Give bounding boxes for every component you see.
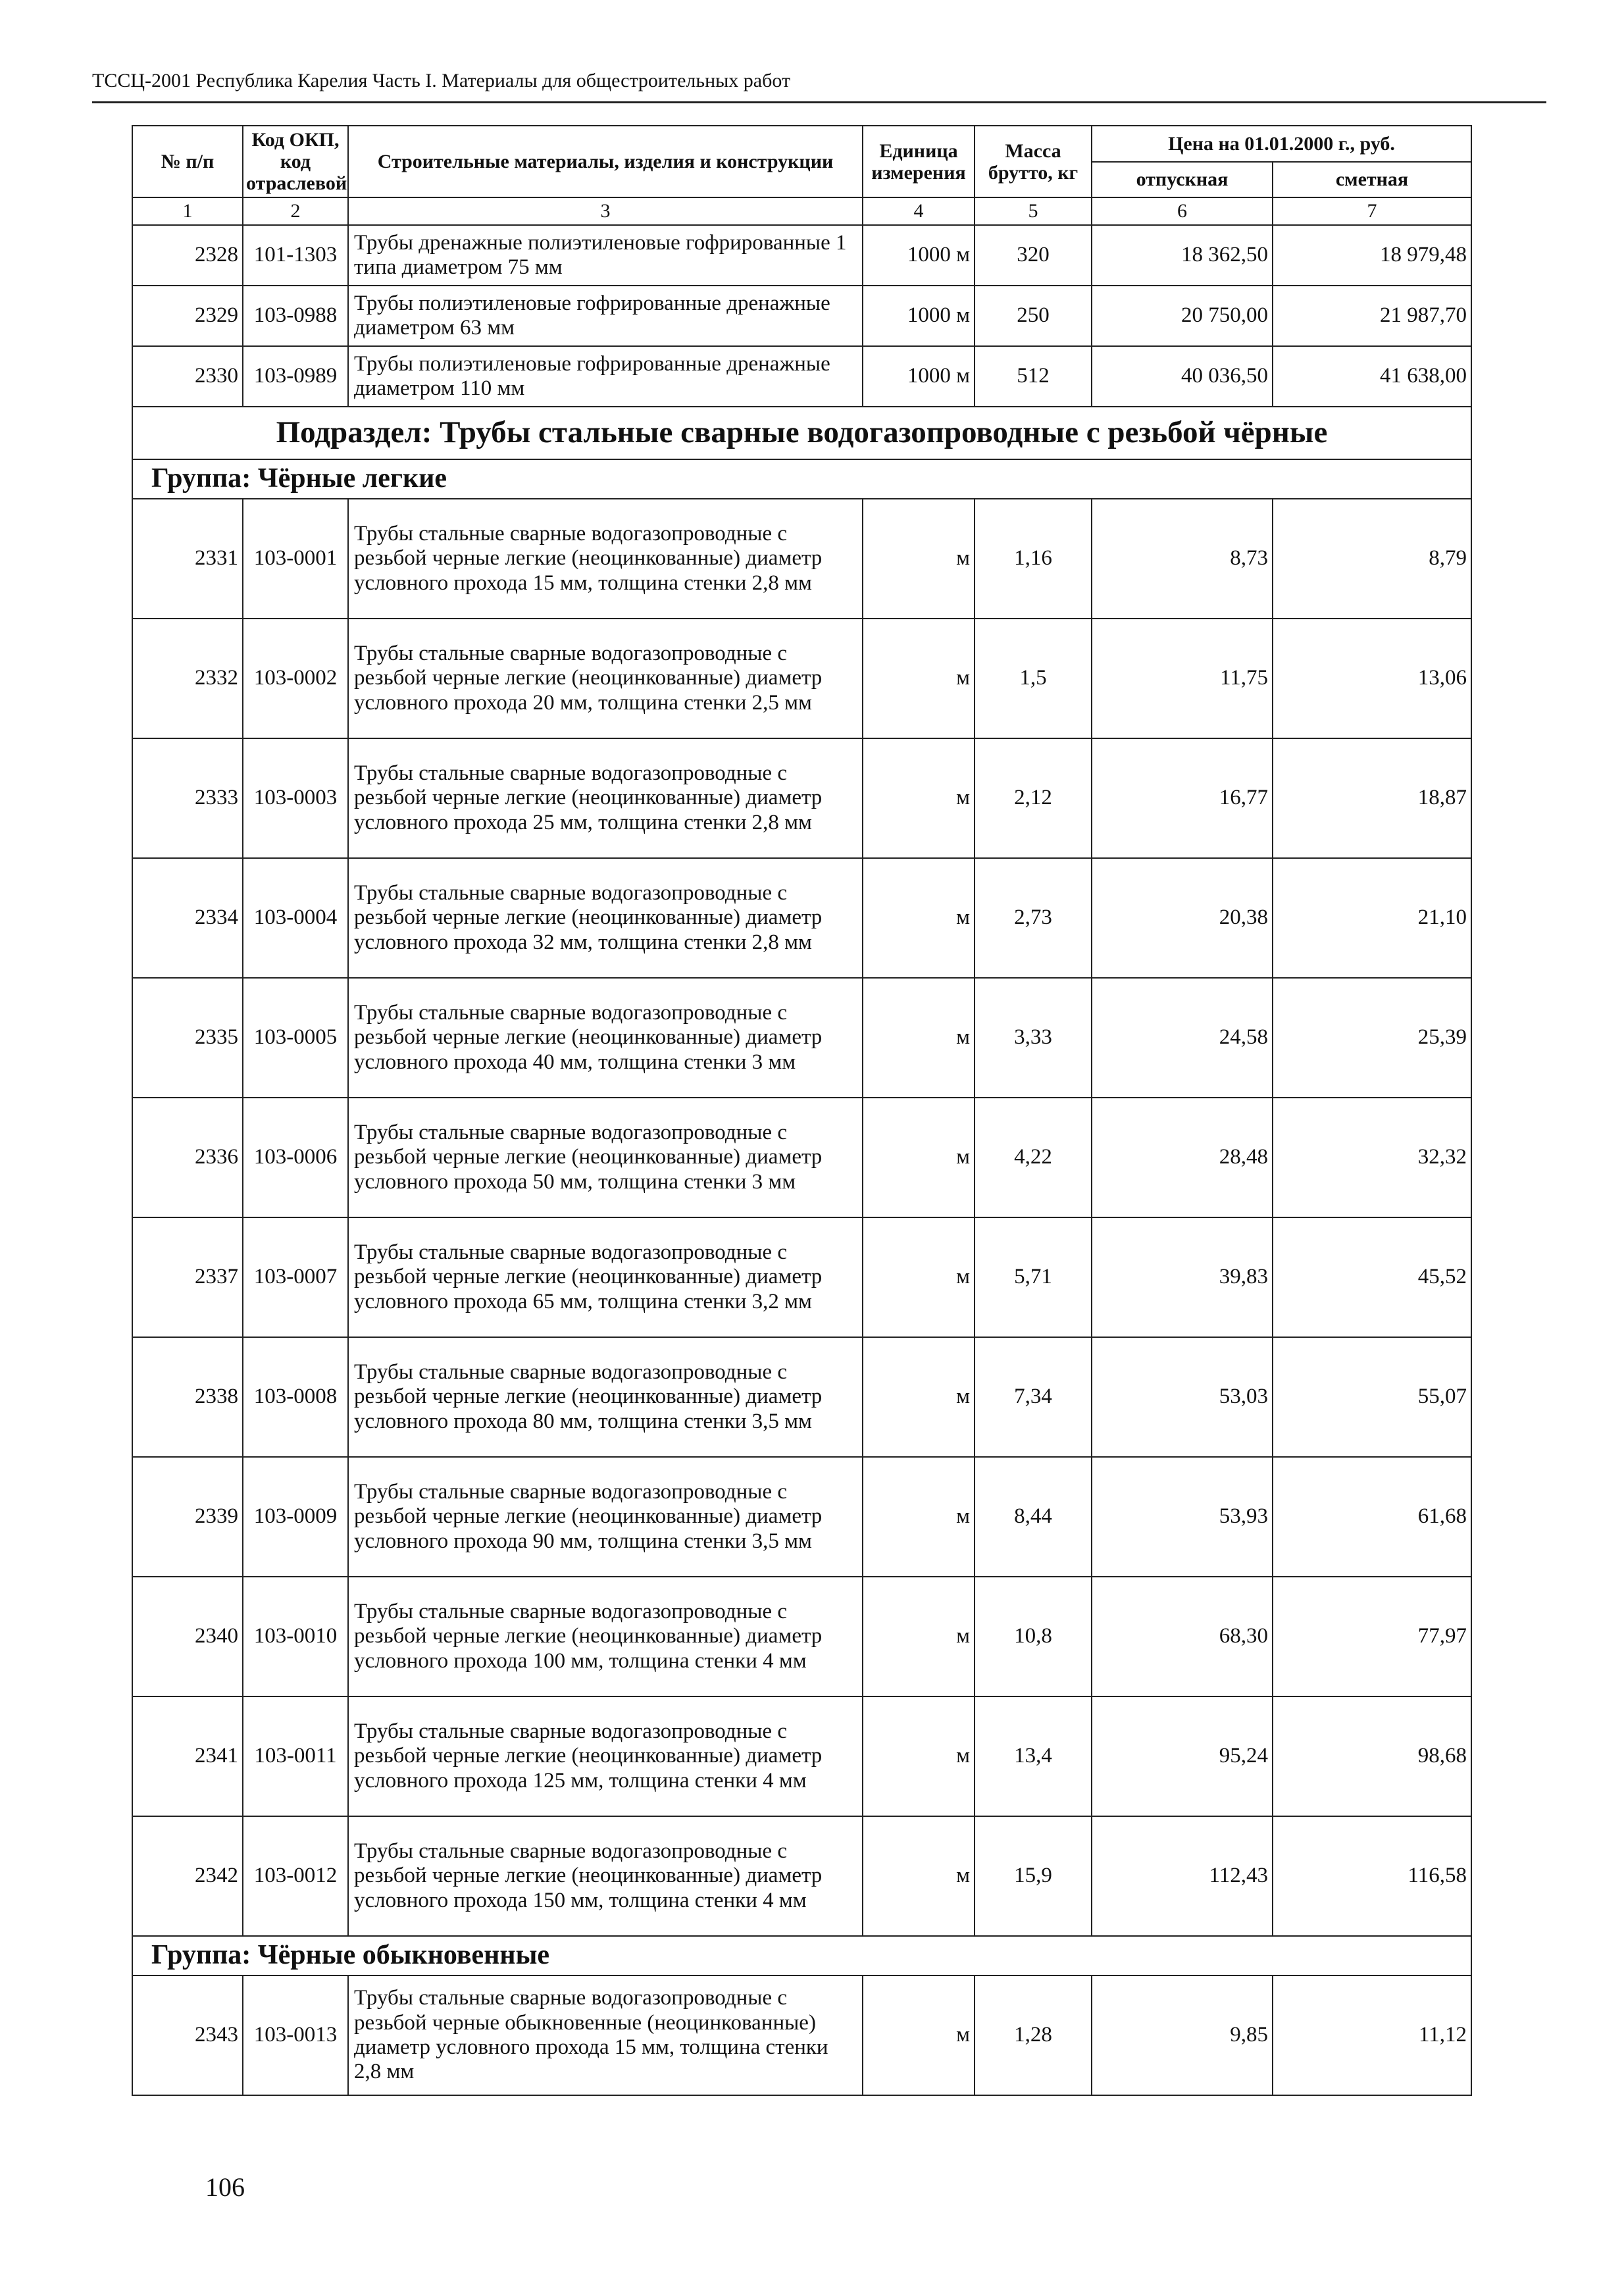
cell-price-release: 68,30 bbox=[1092, 1577, 1273, 1696]
table-row bbox=[132, 1816, 1471, 1936]
column-number: 1 bbox=[132, 197, 243, 225]
cell-no: 2328 bbox=[132, 225, 243, 286]
cell-price-estimate: 8,79 bbox=[1273, 499, 1471, 619]
cell-code: 103-0002 bbox=[243, 619, 348, 738]
cell-mass: 2,73 bbox=[975, 858, 1092, 978]
column-number: 3 bbox=[348, 197, 863, 225]
cell-price-release: 40 036,50 bbox=[1092, 346, 1273, 407]
cell-mass: 320 bbox=[975, 225, 1092, 286]
header-code: Код ОКП, код отраслевой bbox=[243, 126, 348, 197]
cell-price-release: 28,48 bbox=[1092, 1098, 1273, 1217]
table-row bbox=[132, 738, 1471, 858]
cell-price-release: 53,03 bbox=[1092, 1337, 1273, 1457]
cell-no: 2333 bbox=[132, 738, 243, 858]
cell-name: Трубы стальные сварные водогазопроводные с резьбой черные легкие (неоцинкованные) диаметр условного прохода 32 мм, толщина стенки 2,8 мм bbox=[348, 858, 863, 978]
cell-price-estimate: 41 638,00 bbox=[1273, 346, 1471, 407]
running-header: ТССЦ-2001 Республика Карелия Часть I. Материалы для общестроительных работ bbox=[92, 70, 791, 91]
cell-no: 2338 bbox=[132, 1337, 243, 1457]
cell-mass: 1,5 bbox=[975, 619, 1092, 738]
cell-name: Трубы дренажные полиэтиленовые гофрированные 1 типа диаметром 75 мм bbox=[348, 225, 863, 286]
header-no: № п/п bbox=[132, 126, 243, 197]
cell-name: Трубы стальные сварные водогазопроводные с резьбой черные легкие (неоцинкованные) диаметр условного прохода 125 мм, толщина стенки 4 мм bbox=[348, 1696, 863, 1816]
cell-price-release: 112,43 bbox=[1092, 1816, 1273, 1936]
cell-name: Трубы полиэтиленовые гофрированные дренажные диаметром 110 мм bbox=[348, 346, 863, 407]
table-row bbox=[132, 1217, 1471, 1337]
cell-no: 2337 bbox=[132, 1217, 243, 1337]
cell-name: Трубы стальные сварные водогазопроводные с резьбой черные легкие (неоцинкованные) диаметр условного прохода 20 мм, толщина стенки 2,5 мм bbox=[348, 619, 863, 738]
header-price-group: Цена на 01.01.2000 г., руб. bbox=[1092, 126, 1471, 162]
cell-unit: 1000 м bbox=[863, 346, 975, 407]
cell-code: 103-0004 bbox=[243, 858, 348, 978]
cell-unit: м bbox=[863, 1577, 975, 1696]
cell-price-estimate: 61,68 bbox=[1273, 1457, 1471, 1577]
cell-code: 103-0008 bbox=[243, 1337, 348, 1457]
cell-unit: м bbox=[863, 1457, 975, 1577]
cell-code: 103-0005 bbox=[243, 978, 348, 1098]
cell-no: 2335 bbox=[132, 978, 243, 1098]
table-row bbox=[132, 619, 1471, 738]
cell-mass: 10,8 bbox=[975, 1577, 1092, 1696]
cell-no: 2339 bbox=[132, 1457, 243, 1577]
group-heading-row bbox=[132, 459, 1471, 499]
column-number: 2 bbox=[243, 197, 348, 225]
cell-code: 103-0012 bbox=[243, 1816, 348, 1936]
group-heading: Группа: Чёрные легкие bbox=[132, 459, 1471, 499]
cell-no: 2332 bbox=[132, 619, 243, 738]
header-name: Строительные материалы, изделия и конструкции bbox=[348, 126, 863, 197]
cell-price-release: 18 362,50 bbox=[1092, 225, 1273, 286]
cell-unit: м bbox=[863, 978, 975, 1098]
cell-price-estimate: 21 987,70 bbox=[1273, 286, 1471, 346]
cell-no: 2334 bbox=[132, 858, 243, 978]
cell-mass: 4,22 bbox=[975, 1098, 1092, 1217]
cell-mass: 13,4 bbox=[975, 1696, 1092, 1816]
cell-name: Трубы стальные сварные водогазопроводные с резьбой черные легкие (неоцинкованные) диаметр условного прохода 150 мм, толщина стенки 4 мм bbox=[348, 1816, 863, 1936]
cell-no: 2340 bbox=[132, 1577, 243, 1696]
cell-price-estimate: 18 979,48 bbox=[1273, 225, 1471, 286]
column-number: 4 bbox=[863, 197, 975, 225]
cell-name: Трубы полиэтиленовые гофрированные дренажные диаметром 63 мм bbox=[348, 286, 863, 346]
table-row bbox=[132, 1975, 1471, 2095]
cell-no: 2330 bbox=[132, 346, 243, 407]
cell-no: 2331 bbox=[132, 499, 243, 619]
cell-price-release: 53,93 bbox=[1092, 1457, 1273, 1577]
subsection-heading-row bbox=[132, 407, 1471, 459]
cell-no: 2341 bbox=[132, 1696, 243, 1816]
cell-price-release: 24,58 bbox=[1092, 978, 1273, 1098]
cell-price-release: 20 750,00 bbox=[1092, 286, 1273, 346]
cell-mass: 7,34 bbox=[975, 1337, 1092, 1457]
cell-name: Трубы стальные сварные водогазопроводные с резьбой черные легкие (неоцинкованные) диаметр условного прохода 80 мм, толщина стенки 3,5 мм bbox=[348, 1337, 863, 1457]
cell-unit: м bbox=[863, 1975, 975, 2095]
table-row bbox=[132, 978, 1471, 1098]
cell-price-estimate: 21,10 bbox=[1273, 858, 1471, 978]
cell-code: 103-0989 bbox=[243, 346, 348, 407]
cell-unit: м bbox=[863, 499, 975, 619]
cell-mass: 2,12 bbox=[975, 738, 1092, 858]
cell-code: 101-1303 bbox=[243, 225, 348, 286]
cell-price-estimate: 116,58 bbox=[1273, 1816, 1471, 1936]
cell-price-release: 11,75 bbox=[1092, 619, 1273, 738]
cell-mass: 3,33 bbox=[975, 978, 1092, 1098]
column-number-row bbox=[132, 197, 1471, 225]
subsection-heading: Подраздел: Трубы стальные сварные водогазопроводные с резьбой чёрные bbox=[132, 407, 1471, 459]
column-number: 6 bbox=[1092, 197, 1273, 225]
table-row bbox=[132, 1098, 1471, 1217]
cell-name: Трубы стальные сварные водогазопроводные с резьбой черные легкие (неоцинкованные) диаметр условного прохода 50 мм, толщина стенки 3 мм bbox=[348, 1098, 863, 1217]
cell-unit: м bbox=[863, 1098, 975, 1217]
price-table bbox=[132, 125, 1472, 2096]
cell-price-estimate: 13,06 bbox=[1273, 619, 1471, 738]
cell-price-release: 95,24 bbox=[1092, 1696, 1273, 1816]
cell-price-estimate: 77,97 bbox=[1273, 1577, 1471, 1696]
table-row bbox=[132, 286, 1471, 346]
cell-code: 103-0988 bbox=[243, 286, 348, 346]
cell-name: Трубы стальные сварные водогазопроводные с резьбой черные легкие (неоцинкованные) диаметр условного прохода 25 мм, толщина стенки 2,8 мм bbox=[348, 738, 863, 858]
cell-mass: 5,71 bbox=[975, 1217, 1092, 1337]
table-row bbox=[132, 346, 1471, 407]
cell-code: 103-0001 bbox=[243, 499, 348, 619]
cell-code: 103-0011 bbox=[243, 1696, 348, 1816]
cell-name: Трубы стальные сварные водогазопроводные с резьбой черные легкие (неоцинкованные) диаметр условного прохода 40 мм, толщина стенки 3 мм bbox=[348, 978, 863, 1098]
cell-mass: 1,16 bbox=[975, 499, 1092, 619]
cell-price-estimate: 45,52 bbox=[1273, 1217, 1471, 1337]
cell-price-release: 39,83 bbox=[1092, 1217, 1273, 1337]
table-row bbox=[132, 1337, 1471, 1457]
table-row bbox=[132, 858, 1471, 978]
cell-mass: 15,9 bbox=[975, 1816, 1092, 1936]
table-row bbox=[132, 1457, 1471, 1577]
cell-price-estimate: 11,12 bbox=[1273, 1975, 1471, 2095]
group-heading: Группа: Чёрные обыкновенные bbox=[132, 1936, 1471, 1975]
cell-price-release: 16,77 bbox=[1092, 738, 1273, 858]
cell-unit: м bbox=[863, 858, 975, 978]
cell-unit: 1000 м bbox=[863, 286, 975, 346]
cell-no: 2343 bbox=[132, 1975, 243, 2095]
cell-name: Трубы стальные сварные водогазопроводные с резьбой черные легкие (неоцинкованные) диаметр условного прохода 90 мм, толщина стенки 3,5 мм bbox=[348, 1457, 863, 1577]
table-row bbox=[132, 1577, 1471, 1696]
cell-no: 2342 bbox=[132, 1816, 243, 1936]
cell-price-release: 20,38 bbox=[1092, 858, 1273, 978]
table-row bbox=[132, 225, 1471, 286]
cell-no: 2336 bbox=[132, 1098, 243, 1217]
header-mass: Масса брутто, кг bbox=[975, 126, 1092, 197]
cell-name: Трубы стальные сварные водогазопроводные с резьбой черные обыкновенные (неоцинкованные) диаметр условного прохода 15 мм, толщина стенки 2,8 мм bbox=[348, 1975, 863, 2095]
cell-mass: 250 bbox=[975, 286, 1092, 346]
cell-unit: м bbox=[863, 1217, 975, 1337]
page-number: 106 bbox=[205, 2172, 245, 2202]
cell-price-estimate: 18,87 bbox=[1273, 738, 1471, 858]
table-row bbox=[132, 499, 1471, 619]
header-price-estimate: сметная bbox=[1273, 162, 1471, 198]
cell-mass: 512 bbox=[975, 346, 1092, 407]
cell-unit: 1000 м bbox=[863, 225, 975, 286]
cell-name: Трубы стальные сварные водогазопроводные с резьбой черные легкие (неоцинкованные) диаметр условного прохода 100 мм, толщина стенки 4 мм bbox=[348, 1577, 863, 1696]
cell-price-estimate: 25,39 bbox=[1273, 978, 1471, 1098]
cell-price-estimate: 32,32 bbox=[1273, 1098, 1471, 1217]
cell-price-release: 8,73 bbox=[1092, 499, 1273, 619]
cell-unit: м bbox=[863, 738, 975, 858]
cell-mass: 1,28 bbox=[975, 1975, 1092, 2095]
cell-no: 2329 bbox=[132, 286, 243, 346]
column-number: 7 bbox=[1273, 197, 1471, 225]
cell-price-estimate: 98,68 bbox=[1273, 1696, 1471, 1816]
group-heading-row bbox=[132, 1936, 1471, 1975]
cell-code: 103-0010 bbox=[243, 1577, 348, 1696]
header-unit: Единица измерения bbox=[863, 126, 975, 197]
header-price-release: отпускная bbox=[1092, 162, 1273, 198]
cell-code: 103-0009 bbox=[243, 1457, 348, 1577]
cell-unit: м bbox=[863, 1337, 975, 1457]
cell-unit: м bbox=[863, 619, 975, 738]
cell-unit: м bbox=[863, 1816, 975, 1936]
header-rule bbox=[92, 101, 1546, 103]
column-number: 5 bbox=[975, 197, 1092, 225]
cell-code: 103-0003 bbox=[243, 738, 348, 858]
cell-code: 103-0007 bbox=[243, 1217, 348, 1337]
cell-price-release: 9,85 bbox=[1092, 1975, 1273, 2095]
cell-unit: м bbox=[863, 1696, 975, 1816]
table-row bbox=[132, 1696, 1471, 1816]
cell-code: 103-0013 bbox=[243, 1975, 348, 2095]
cell-code: 103-0006 bbox=[243, 1098, 348, 1217]
cell-price-estimate: 55,07 bbox=[1273, 1337, 1471, 1457]
cell-name: Трубы стальные сварные водогазопроводные с резьбой черные легкие (неоцинкованные) диаметр условного прохода 65 мм, толщина стенки 3,2 мм bbox=[348, 1217, 863, 1337]
cell-mass: 8,44 bbox=[975, 1457, 1092, 1577]
cell-name: Трубы стальные сварные водогазопроводные с резьбой черные легкие (неоцинкованные) диаметр условного прохода 15 мм, толщина стенки 2,8 мм bbox=[348, 499, 863, 619]
